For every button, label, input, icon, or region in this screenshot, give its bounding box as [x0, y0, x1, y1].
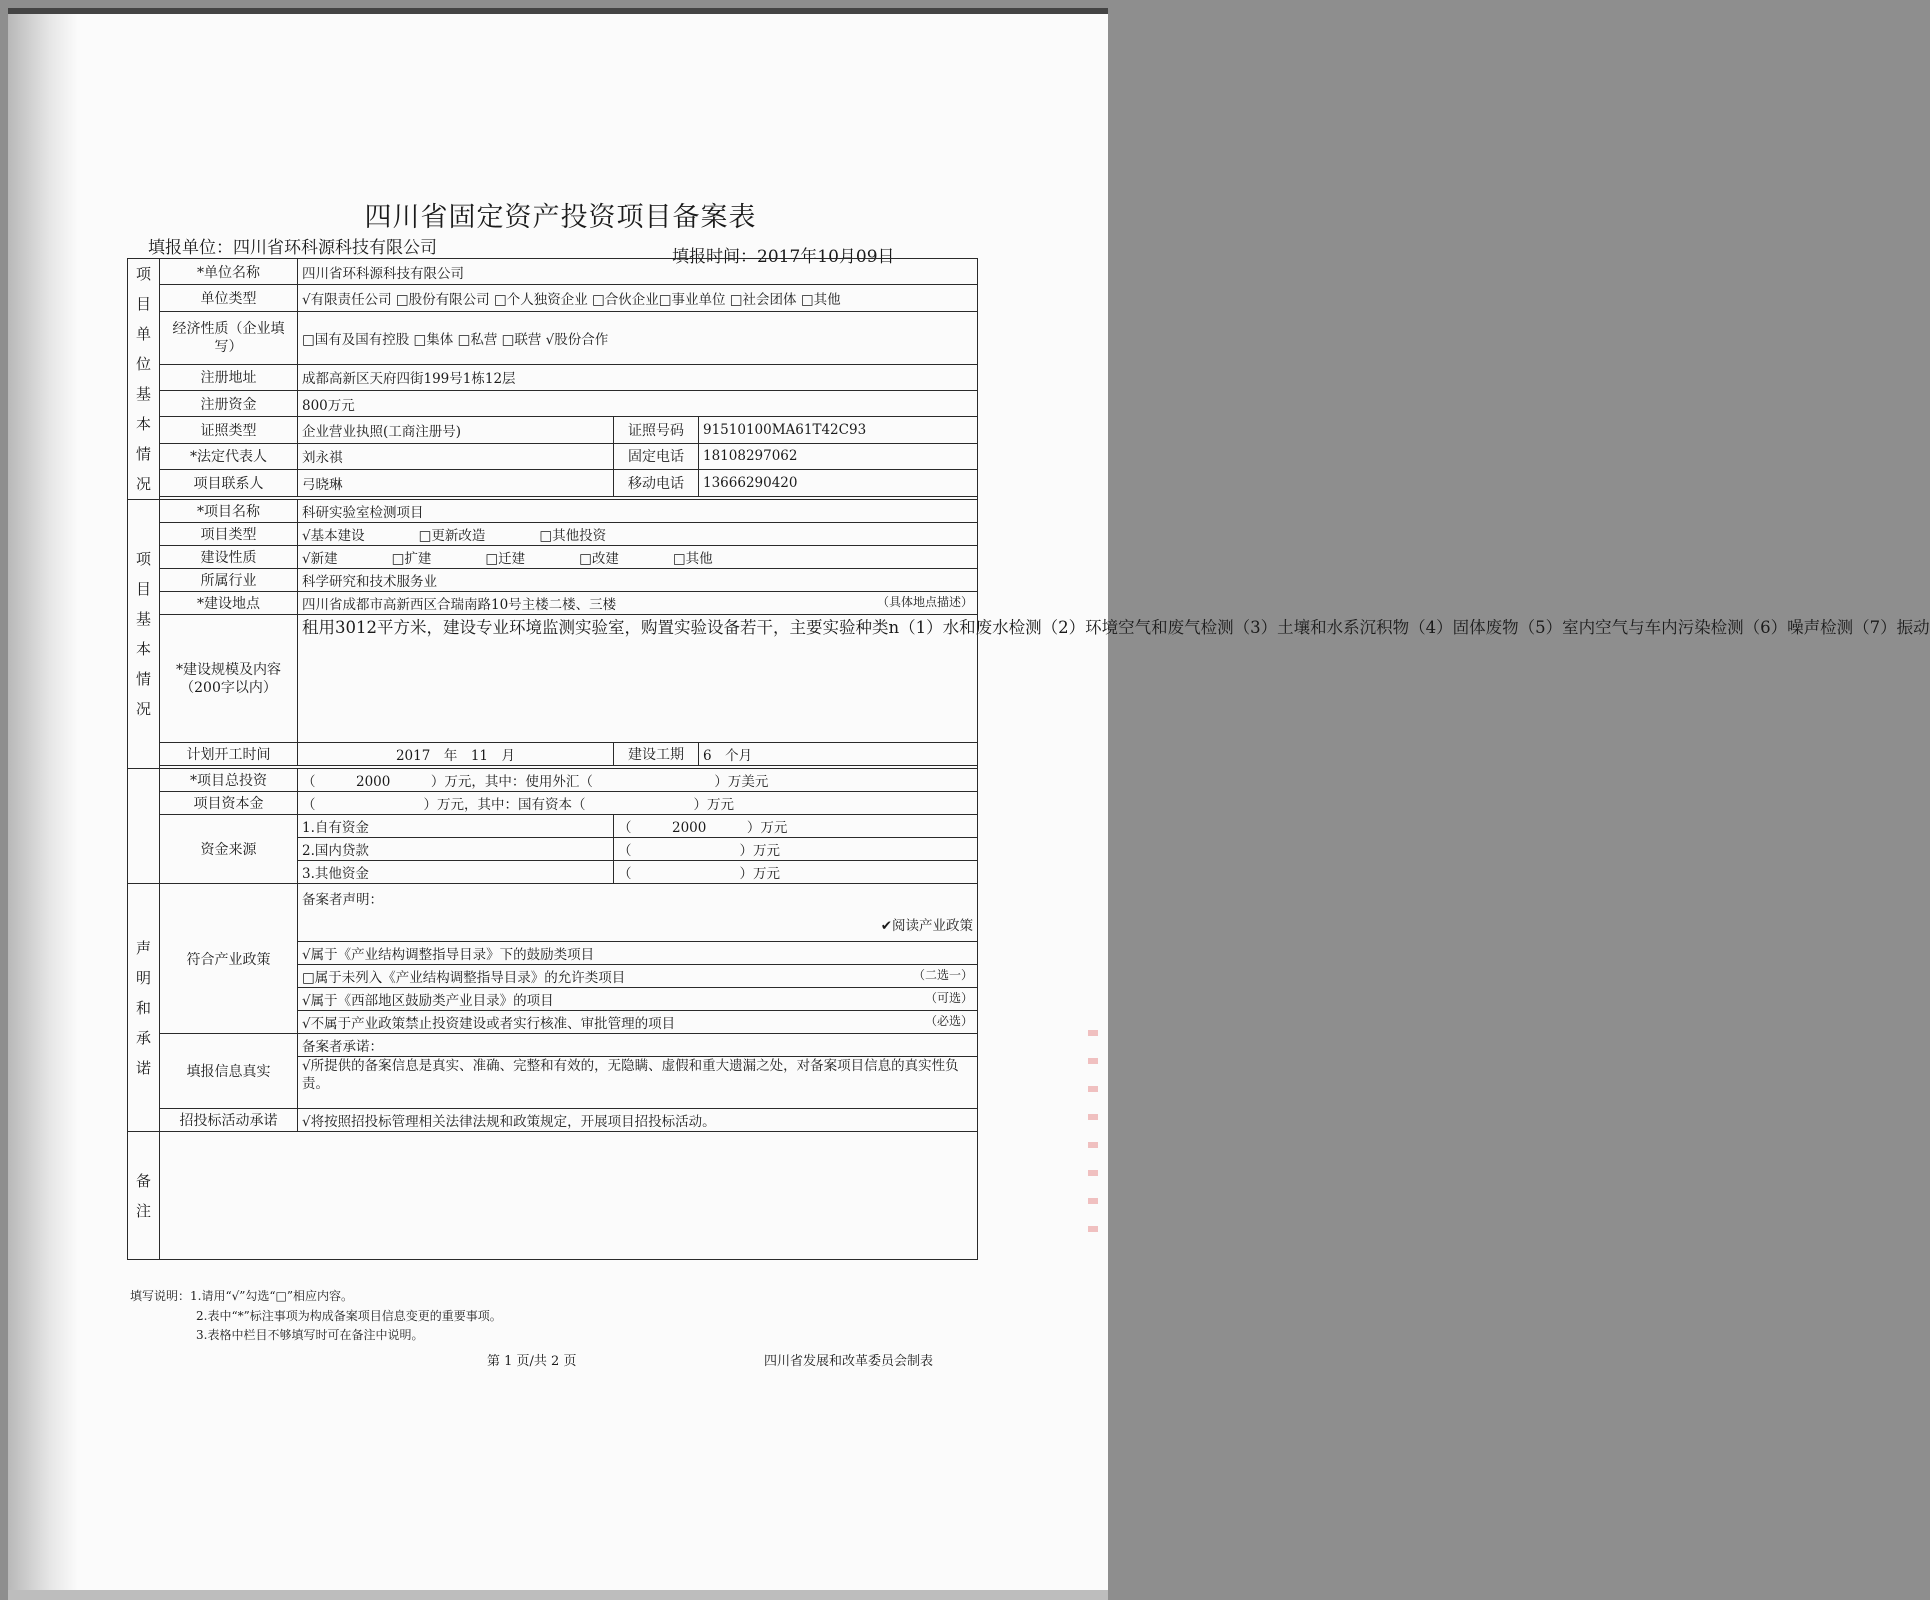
reg-capital-value: 800万元	[298, 390, 978, 416]
section-investment-blank	[128, 769, 160, 884]
build-nature-label: 建设性质	[160, 546, 298, 569]
filing-form-table	[127, 258, 1930, 1260]
period-value: 6 个月	[699, 743, 978, 766]
mobile-label: 移动电话	[614, 470, 699, 496]
filing-unit: 填报单位：四川省环科源科技有限公司	[148, 238, 437, 258]
license-type-label: 证照类型	[160, 417, 298, 443]
project-name-label: *项目名称	[160, 500, 298, 523]
license-no-label: 证照号码	[614, 417, 699, 443]
project-name-value: 科研实验室检测项目	[298, 500, 978, 523]
site-label: *建设地点	[160, 592, 298, 615]
stamp-bleed	[1088, 1030, 1098, 1250]
required-hint: （必选）	[924, 1014, 973, 1028]
project-capital-label: 项目资本金	[160, 792, 298, 815]
mobile-value: 13666290420	[699, 470, 978, 496]
start-time-label: 计划开工时间	[160, 743, 298, 766]
site-hint: （具体地点描述）	[876, 595, 973, 609]
read-policy-check[interactable]: ✔阅读产业政策	[880, 918, 973, 934]
industry-value: 科学研究和技术服务业	[298, 569, 978, 592]
truth-label: 填报信息真实	[160, 1034, 298, 1109]
instruction-line: 3.表格中栏目不够填写时可在备注中说明。	[196, 1328, 424, 1342]
industry-label: 所属行业	[160, 569, 298, 592]
contact-label: 项目联系人	[160, 470, 298, 496]
declare-block	[298, 884, 978, 942]
choose-one-hint: （二选一）	[912, 968, 973, 982]
optional-hint: （可选）	[924, 991, 973, 1005]
unit-name-label: *单位名称	[160, 259, 298, 285]
legal-rep-value: 刘永祺	[298, 443, 614, 469]
scale-content: 租用3012平方米，建设专业环境监测实验室，购置实验设备若干，主要实验种类n（1）水和废水检测（2）环境空气和废气检测（3）土壤和水系沉积物（4）固体废物（5）室内空气与车内污染检测（6）噪声检测（7）振动	[298, 615, 978, 743]
section-declaration: 声明和承诺	[128, 884, 160, 1132]
promise-title: 备案者承诺：	[298, 1034, 978, 1057]
econ-nature-options[interactable]: □国有及国有控股 □集体 □私营 □联营 √股份合作	[298, 311, 978, 364]
filing-date: 填报时间：2017年10月09日	[672, 247, 895, 267]
truth-statement[interactable]: √所提供的备案信息是真实、准确、完整和有效的，无隐瞒、虚假和重大遗漏之处，对备案项目信息的真实性负责。	[298, 1057, 978, 1109]
period-label: 建设工期	[614, 743, 699, 766]
remarks-field[interactable]	[160, 1132, 978, 1260]
policy-label: 符合产业政策	[160, 884, 298, 1034]
section-project-basic: 项目基本情况	[128, 500, 160, 769]
phone-label: 固定电话	[614, 443, 699, 469]
legal-rep-label: *法定代表人	[160, 443, 298, 469]
page-title: 四川省固定资产投资项目备案表	[364, 202, 757, 233]
policy-item-west[interactable]	[298, 988, 978, 1011]
policy-item-not-prohibited-text: √不属于产业政策禁止投资建设或者实行核准、审批管理的项目	[302, 1016, 676, 1032]
fund-name: 3.其他资金	[298, 861, 614, 884]
reg-address-label: 注册地址	[160, 364, 298, 390]
project-capital-value: （ ）万元，其中：国有资本（ ）万元	[298, 792, 978, 815]
policy-item-allowed[interactable]	[298, 965, 978, 988]
site-text: 四川省成都市高新西区合瑞南路10号主楼二楼、三楼	[302, 597, 617, 613]
section-unit-basic: 项目单位基本情况	[128, 259, 160, 500]
bid-label: 招投标活动承诺	[160, 1109, 298, 1132]
section-remarks: 备注	[128, 1132, 160, 1260]
fund-name: 2.国内贷款	[298, 838, 614, 861]
project-type-options[interactable]: √基本建设 □更新改造 □其他投资	[298, 523, 978, 546]
econ-nature-label: 经济性质（企业填写）	[160, 311, 298, 364]
license-no-value: 91510100MA61T42C93	[699, 417, 978, 443]
declare-title: 备案者声明：	[302, 892, 383, 908]
policy-item-west-text: √属于《西部地区鼓励类产业目录》的项目	[302, 993, 554, 1009]
total-invest-label: *项目总投资	[160, 769, 298, 792]
reg-capital-label: 注册资金	[160, 390, 298, 416]
project-type-label: 项目类型	[160, 523, 298, 546]
fund-name: 1.自有资金	[298, 815, 614, 838]
start-time-value: 2017 年 11 月	[298, 743, 614, 766]
scale-label: *建设规模及内容（200字以内）	[160, 615, 298, 743]
unit-type-options[interactable]: √有限责任公司 □股份有限公司 □个人独资企业 □合伙企业□事业单位 □社会团体 □其他	[298, 285, 978, 311]
policy-item-allowed-text: □属于未列入《产业结构调整指导目录》的允许类项目	[302, 970, 626, 986]
license-type-value: 企业营业执照(工商注册号)	[298, 417, 614, 443]
total-invest-value: （ 2000 ）万元，其中：使用外汇（ ）万美元	[298, 769, 978, 792]
instruction-line: 填写说明：1.请用“√”勾选“□”相应内容。	[130, 1289, 353, 1303]
scan-edge	[8, 8, 1108, 14]
unit-type-label: 单位类型	[160, 285, 298, 311]
policy-item-encouraged[interactable]: √属于《产业结构调整指导目录》下的鼓励类项目	[298, 942, 978, 965]
site-value	[298, 592, 978, 615]
contact-value: 弓晓琳	[298, 470, 614, 496]
bid-statement[interactable]: √将按照招投标管理相关法律法规和政策规定，开展项目招投标活动。	[298, 1109, 978, 1132]
issuer-credit: 四川省发展和改革委员会制表	[764, 1354, 934, 1369]
scan-edge-bottom	[8, 1590, 1108, 1600]
page-number: 第 1 页/共 2 页	[487, 1354, 577, 1369]
fund-amount: （ ）万元	[614, 861, 978, 884]
phone-value: 18108297062	[699, 443, 978, 469]
instruction-line: 2.表中“*”标注事项为构成备案项目信息变更的重要事项。	[196, 1309, 502, 1323]
binding-shadow	[8, 8, 78, 1598]
fund-amount: （ 2000 ）万元	[614, 815, 978, 838]
policy-item-not-prohibited[interactable]	[298, 1011, 978, 1034]
unit-name-value: 四川省环科源科技有限公司	[298, 259, 978, 285]
fund-amount: （ ）万元	[614, 838, 978, 861]
fund-source-label: 资金来源	[160, 815, 298, 884]
build-nature-options[interactable]: √新建 □扩建 □迁建 □改建 □其他	[298, 546, 978, 569]
reg-address-value: 成都高新区天府四街199号1栋12层	[298, 364, 978, 390]
